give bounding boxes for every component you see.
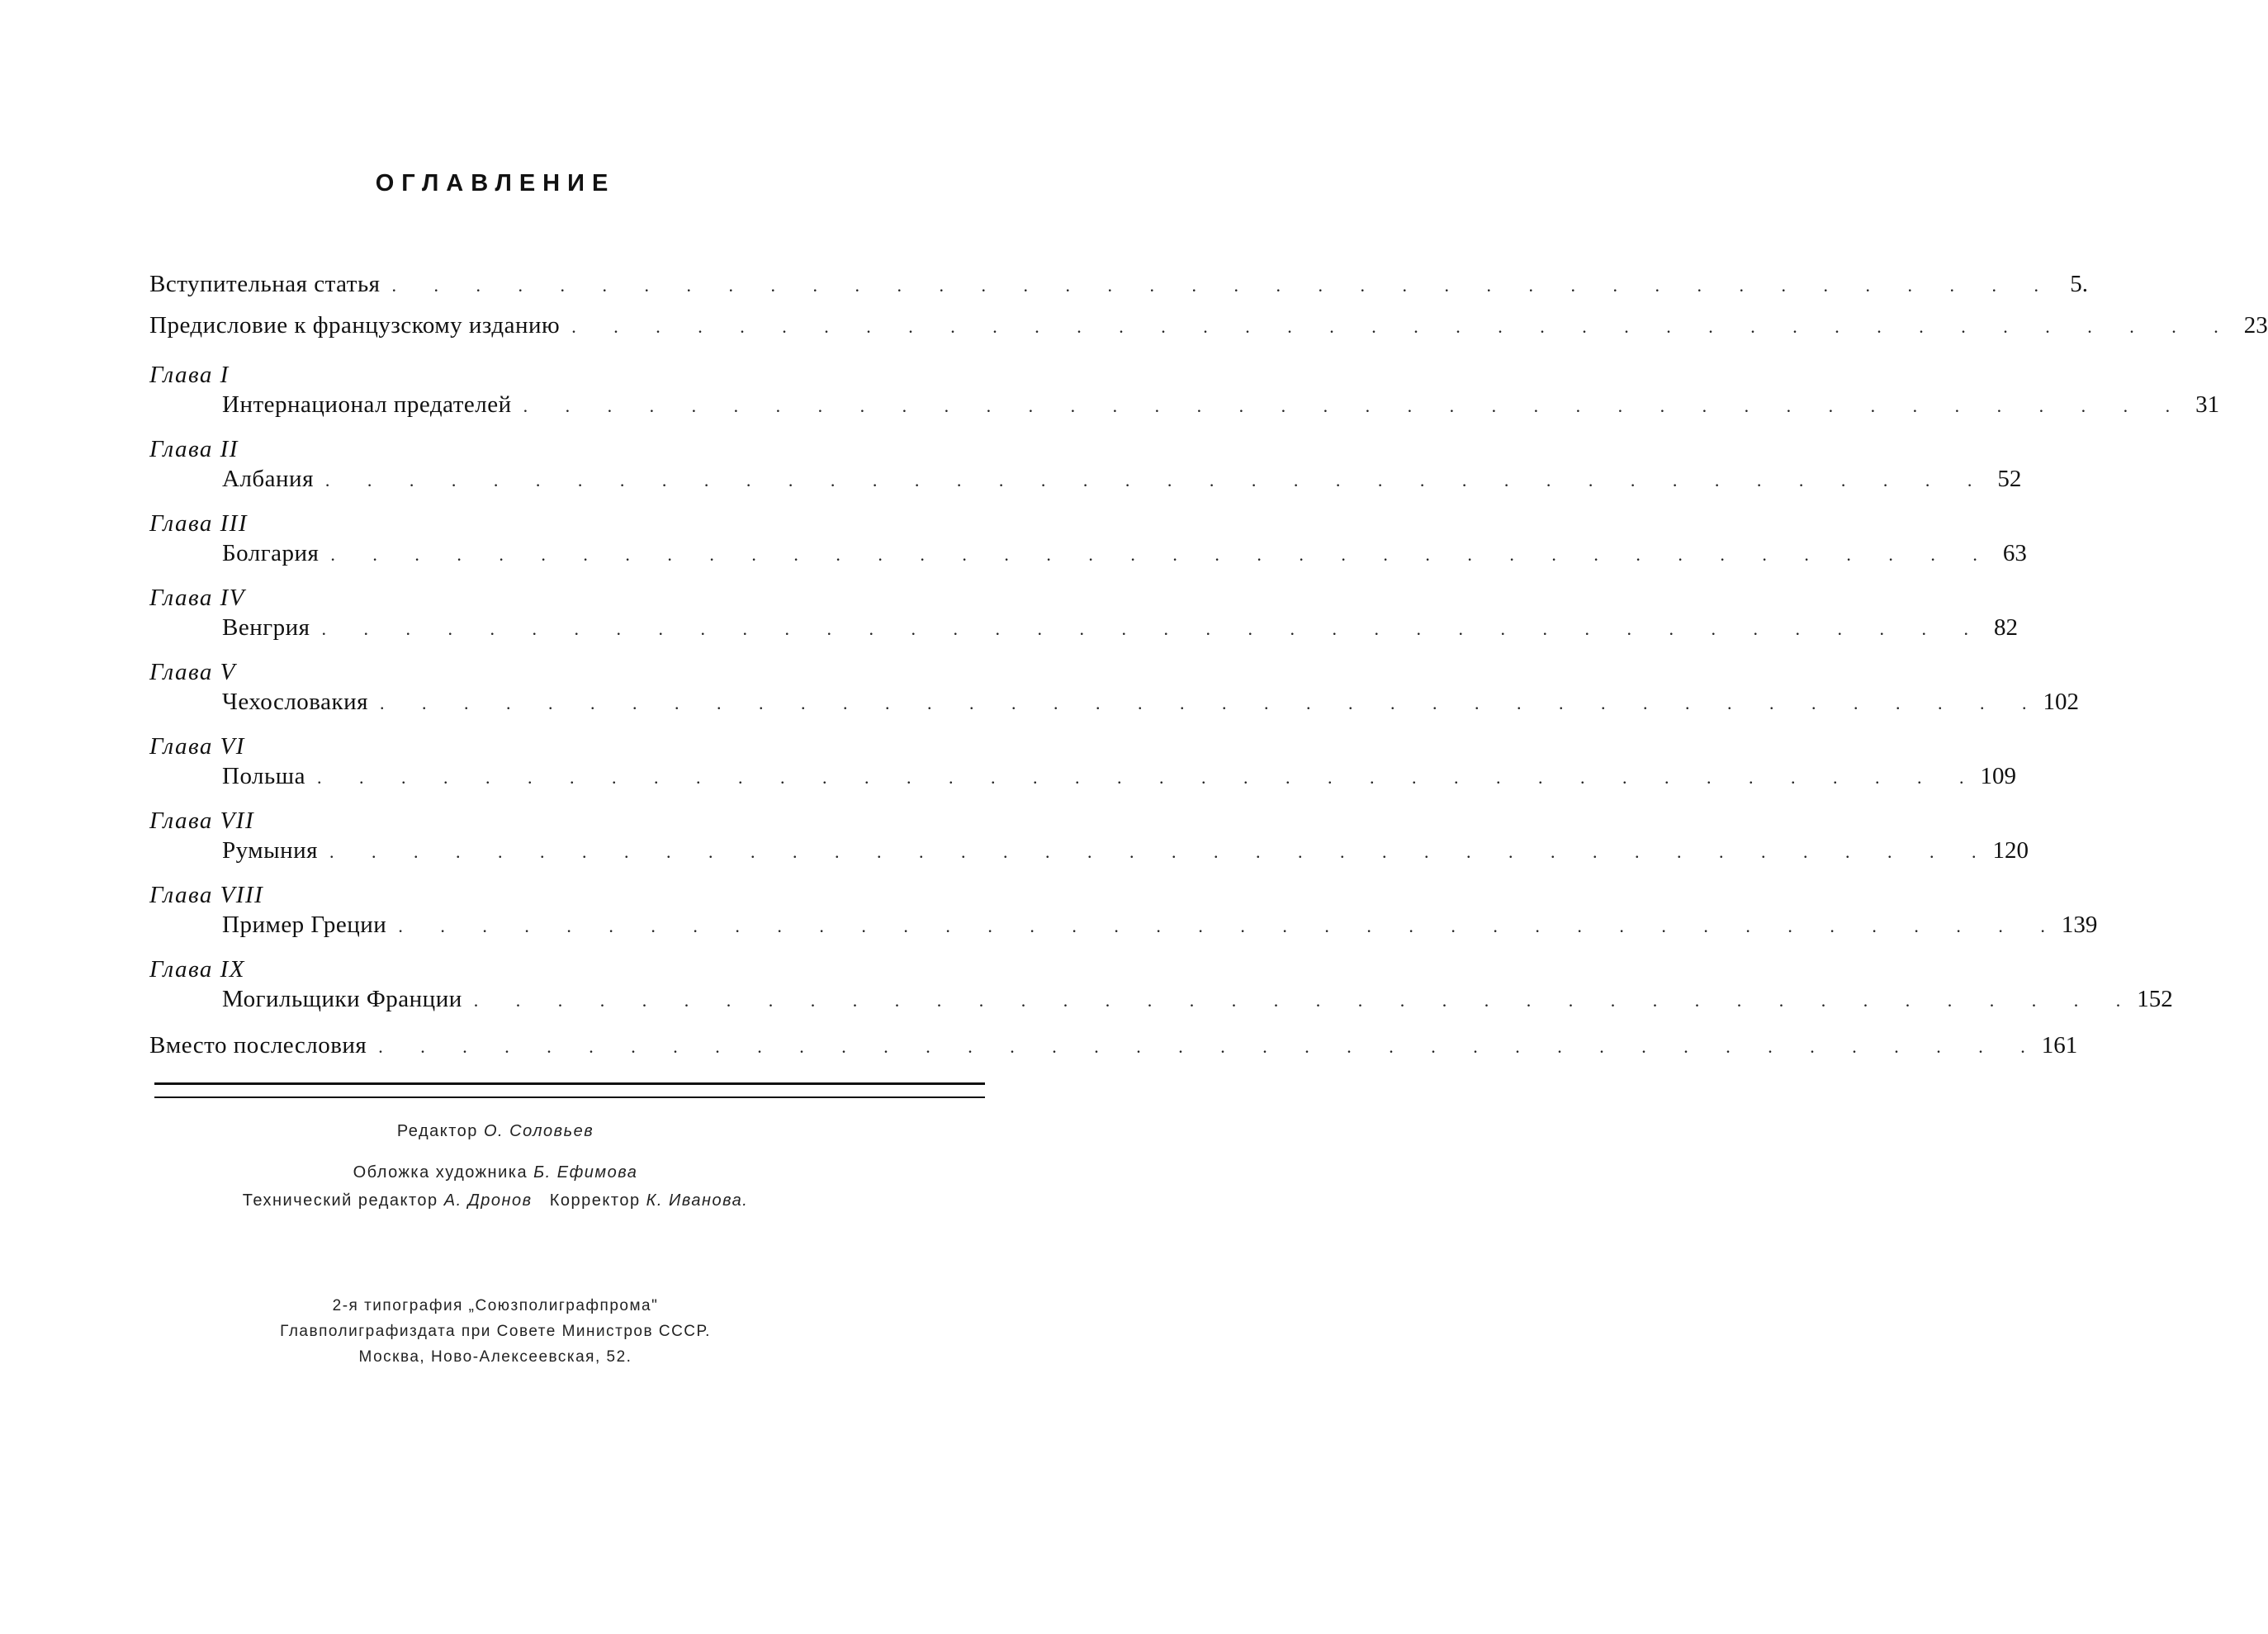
page-number: 161 bbox=[2041, 1032, 2078, 1059]
chapter-label: Глава VIII bbox=[149, 882, 264, 908]
toc-entry-label: Болгария bbox=[222, 540, 320, 566]
page-title: ОГЛАВЛЕНИЕ bbox=[375, 170, 616, 197]
toc-entry-chapter-6[interactable] bbox=[149, 730, 2016, 798]
page-number: 102 bbox=[2043, 689, 2079, 715]
dot-leader: . . . . . . . . . . . . . . . . . . . . . . . . . . . . . . . . . . . . . . . . bbox=[378, 1036, 2042, 1057]
divider-rule bbox=[154, 1082, 985, 1085]
toc-entry-label: Румыния bbox=[222, 837, 318, 864]
toc-entry-label: Вместо послесловия bbox=[149, 1032, 367, 1059]
dot-leader: . . . . . . . . . . . . . . . . . . . . . . . . . . . . . . . . . . . . . . . . bbox=[571, 316, 2235, 337]
credits-tech bbox=[0, 1186, 991, 1215]
page-number: 31 bbox=[2195, 391, 2220, 418]
toc-entry-label: Предисловие к французскому изданию bbox=[149, 312, 561, 339]
page-number: 82 bbox=[1994, 614, 2018, 641]
toc-entry-chapter-2[interactable] bbox=[149, 433, 2022, 500]
toc-entry-label: Интернационал предателей bbox=[222, 391, 512, 418]
toc-entry-label: Могильщики Франции bbox=[222, 986, 462, 1012]
table-of-contents bbox=[149, 271, 2268, 1067]
page-number: 23 bbox=[2243, 312, 2268, 339]
dot-leader: . . . . . . . . . . . . . . . . . . . . . . . . . . . . . . . . . . . . . . . . bbox=[398, 916, 2062, 936]
chapter-label: Глава II bbox=[149, 436, 239, 462]
tech-name: А. Дронов bbox=[443, 1191, 533, 1210]
dot-leader: . . . . . . . . . . . . . . . . . . . . . . . . . . . . . . . . . . . . . . . . bbox=[324, 470, 1989, 490]
tech-role: Технический редактор bbox=[242, 1191, 438, 1210]
printer-imprint bbox=[0, 1293, 991, 1370]
chapter-label: Глава IX bbox=[149, 956, 245, 983]
chapter-label: Глава IV bbox=[149, 585, 245, 611]
editor-role: Редактор bbox=[396, 1122, 478, 1140]
toc-entry-preface[interactable] bbox=[149, 312, 2268, 347]
imprint-line: 2-я типография „Союзполиграфпрома" bbox=[332, 1297, 659, 1314]
dot-leader: . . . . . . . . . . . . . . . . . . . . . . . . . . . . . . . . . . . . . . . . bbox=[523, 395, 2187, 416]
page-number: 152 bbox=[2137, 986, 2173, 1012]
toc-entry-label: Чехословакия bbox=[222, 689, 368, 715]
dot-leader: . . . . . . . . . . . . . . . . . . . . . . . . . . . . . . . . . . . . . . . . bbox=[379, 693, 2043, 713]
credits-editor bbox=[0, 1116, 991, 1146]
credits-cover bbox=[0, 1158, 991, 1187]
page-number: 109 bbox=[1980, 763, 2016, 789]
editor-name: О. Соловьев bbox=[483, 1122, 594, 1140]
dot-leader: . . . . . . . . . . . . . . . . . . . . . . . . . . . . . . . . . . . . . . . . bbox=[316, 767, 1981, 788]
dot-leader: . . . . . . . . . . . . . . . . . . . . . . . . . . . . . . . . . . . . . . . . bbox=[473, 990, 2138, 1011]
dot-leader: . . . . . . . . . . . . . . . . . . . . . . . . . . . . . . . . . . . . . . . . bbox=[391, 275, 2056, 296]
toc-entry-chapter-8[interactable] bbox=[149, 879, 2098, 946]
dot-leader: . . . . . . . . . . . . . . . . . . . . . . . . . . . . . . . . . . . . . . . . bbox=[330, 544, 1994, 565]
toc-entry-label: Вступительная статья bbox=[149, 271, 381, 297]
toc-entry-intro[interactable] bbox=[149, 271, 2089, 305]
proof-name: К. Иванова. bbox=[646, 1191, 749, 1210]
chapter-label: Глава V bbox=[149, 659, 236, 685]
cover-role: Обложка художника bbox=[353, 1163, 528, 1182]
toc-entry-label: Венгрия bbox=[222, 614, 310, 641]
dot-leader: . . . . . . . . . . . . . . . . . . . . . . . . . . . . . . . . . . . . . . . . bbox=[321, 618, 1985, 639]
toc-entry-chapter-1[interactable] bbox=[149, 358, 2220, 426]
toc-entry-chapter-9[interactable] bbox=[149, 953, 2173, 1021]
dot-leader: . . . . . . . . . . . . . . . . . . . . . . . . . . . . . . . . . . . . . . . . bbox=[329, 841, 1993, 862]
page-number: 139 bbox=[2061, 912, 2098, 938]
toc-entry-chapter-3[interactable] bbox=[149, 507, 2027, 575]
toc-entry-label: Албания bbox=[222, 466, 314, 492]
chapter-label: Глава VI bbox=[149, 733, 245, 760]
toc-entry-chapter-4[interactable] bbox=[149, 581, 2018, 649]
chapter-label: Глава III bbox=[149, 510, 249, 537]
chapter-label: Глава I bbox=[149, 362, 230, 388]
divider-rule bbox=[154, 1096, 985, 1098]
page-number: 52 bbox=[1997, 466, 2022, 492]
page-number: 63 bbox=[2002, 540, 2027, 566]
toc-entry-label: Пример Греции bbox=[222, 912, 387, 938]
toc-entry-afterword[interactable] bbox=[149, 1032, 2078, 1067]
toc-entry-chapter-7[interactable] bbox=[149, 804, 2029, 872]
proof-role: Корректор bbox=[549, 1191, 641, 1210]
toc-entry-label: Польша bbox=[222, 763, 305, 789]
imprint-line: Главполиграфиздата при Совете Министров СССР. bbox=[280, 1323, 711, 1340]
toc-entry-chapter-5[interactable] bbox=[149, 656, 2079, 723]
page-number: 5. bbox=[2070, 271, 2089, 297]
imprint-line: Москва, Ново-Алексеевская, 52. bbox=[358, 1348, 632, 1366]
cover-name: Б. Ефимова bbox=[533, 1163, 638, 1182]
chapter-label: Глава VII bbox=[149, 808, 255, 834]
page-number: 120 bbox=[1992, 837, 2029, 864]
